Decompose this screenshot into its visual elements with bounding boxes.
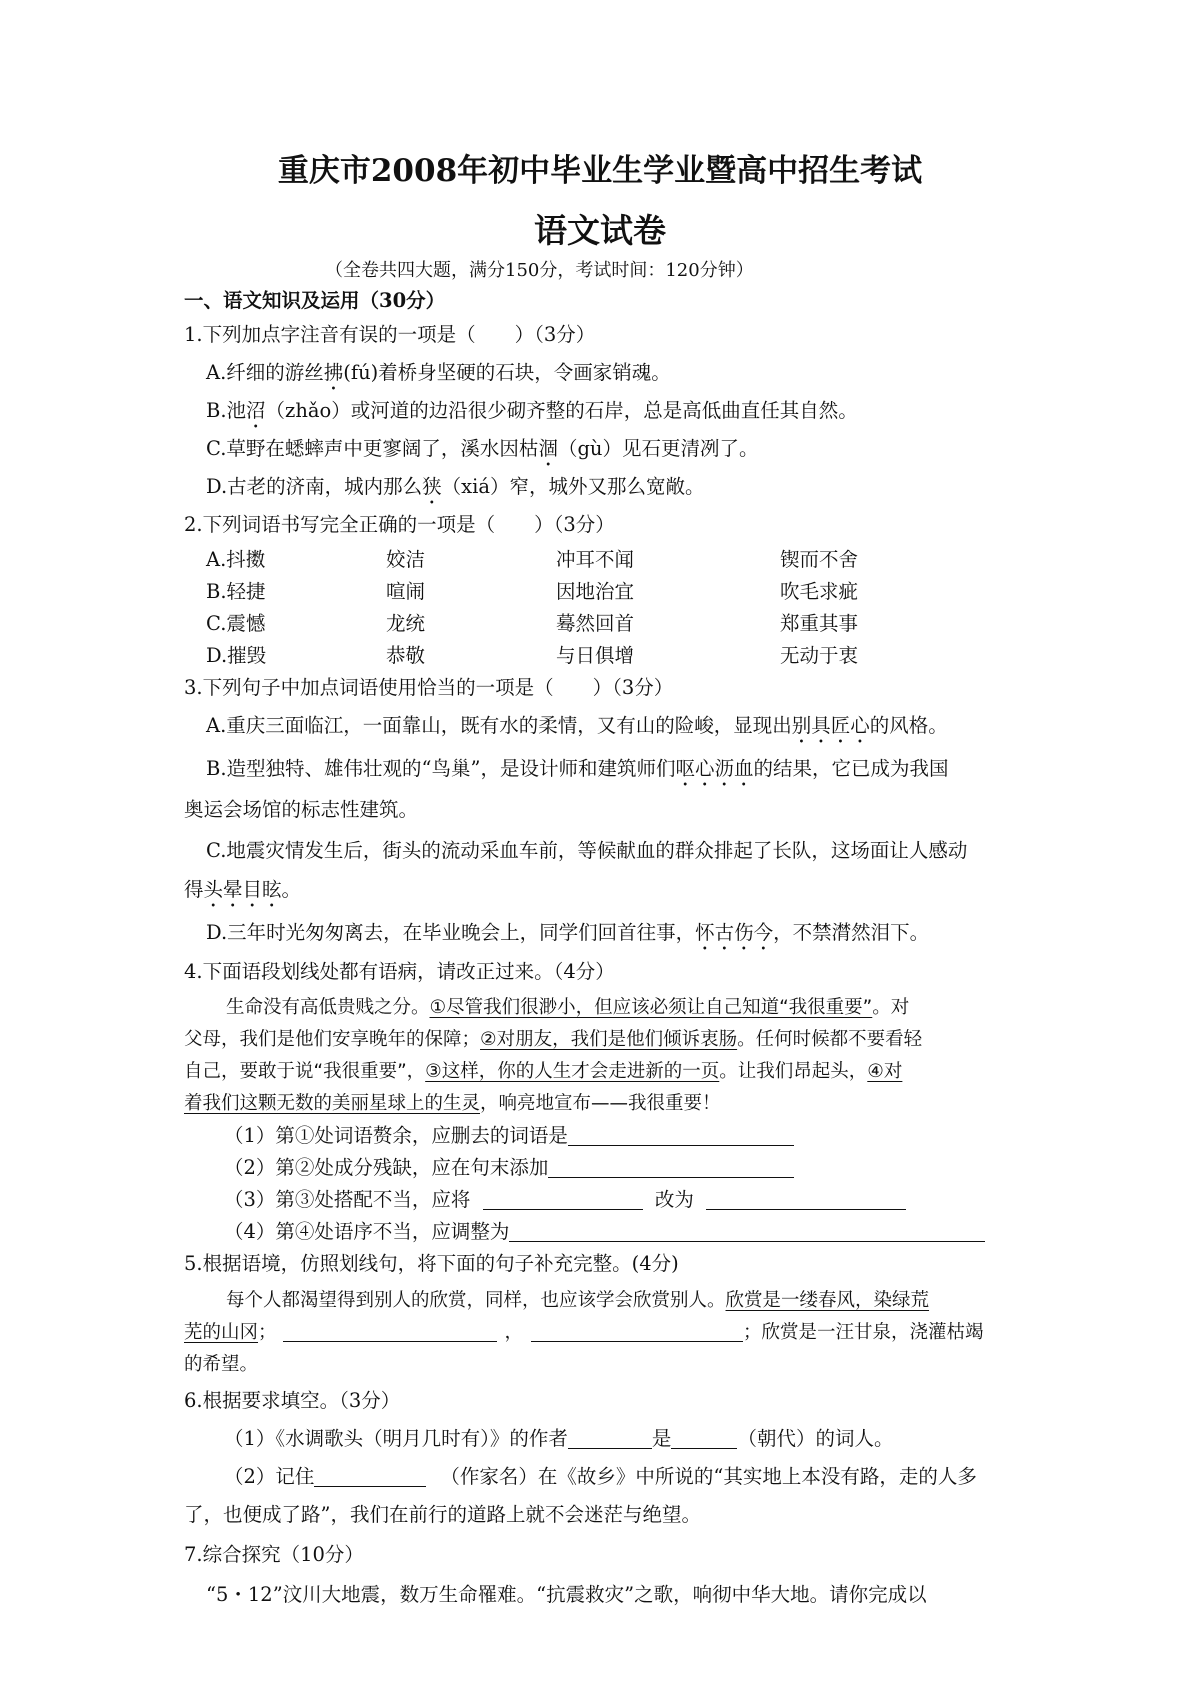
q1-option-a: A.纤细的游丝拂(fú)着桥身坚硬的石块，令画家销魂。 xyxy=(206,361,671,384)
q2-stem: 2.下列词语书写完全正确的一项是（ ）（3分） xyxy=(184,513,615,536)
answer-blank[interactable] xyxy=(509,1219,985,1242)
q5-passage-line: 芜的山冈； ， ；欣赏是一汪甘泉，浇灌枯竭 xyxy=(184,1318,984,1348)
q4-sub-4: （4）第④处语序不当，应调整为 xyxy=(224,1217,985,1247)
q2-cell: A.抖擞 xyxy=(206,548,266,571)
q2-cell: C.震憾 xyxy=(206,612,266,635)
answer-blank[interactable] xyxy=(568,1123,794,1146)
q1-option-d: D.古老的济南，城内那么狭（xiá）窄，城外又那么宽敞。 xyxy=(206,475,705,498)
answer-blank[interactable] xyxy=(568,1426,652,1449)
q4-passage-line: 着我们这颗无数的美丽星球上的生灵，响亮地宣布——我很重要！ xyxy=(184,1093,721,1114)
q3-option-b-cont: 奥运会场馆的标志性建筑。 xyxy=(184,798,419,821)
q2-cell: 吹毛求疵 xyxy=(780,580,859,603)
q2-cell: 无动于衷 xyxy=(780,644,859,667)
q2-cell: 龙统 xyxy=(386,612,426,635)
exam-info: （全卷共四大题，满分150分，考试时间：120分钟） xyxy=(325,260,754,281)
q2-cell: 郑重其事 xyxy=(780,612,859,635)
answer-blank[interactable] xyxy=(706,1187,906,1210)
q2-cell: 冲耳不闻 xyxy=(556,548,635,571)
q4-stem: 4.下面语段划线处都有语病，请改正过来。（4分） xyxy=(184,960,615,983)
q6-item-2-cont: 了，也便成了路”，我们在前行的道路上就不会迷茫与绝望。 xyxy=(184,1503,701,1526)
q2-cell: 恭敬 xyxy=(386,644,426,667)
answer-blank[interactable] xyxy=(483,1187,643,1210)
q5-passage-line: 每个人都渴望得到别人的欣赏，同样，也应该学会欣赏别人。欣赏是一缕春风，染绿荒 xyxy=(226,1290,930,1311)
q2-cell: 姣洁 xyxy=(386,548,426,571)
q5-stem: 5.根据语境，仿照划线句，将下面的句子补充完整。(4分) xyxy=(184,1252,679,1275)
q3-stem: 3.下列句子中加点词语使用恰当的一项是（ ）（3分） xyxy=(184,676,674,699)
q2-cell: 喧闹 xyxy=(386,580,426,603)
q1-stem: 1.下列加点字注音有误的一项是（ ）（3分） xyxy=(184,323,596,346)
q2-cell: 与日俱增 xyxy=(556,644,635,667)
q3-option-b: B.造型独特、雄伟壮观的“鸟巢”，是设计师和建筑师们呕心沥血的结果，它已成为我国 xyxy=(206,757,949,780)
q2-cell: B.轻捷 xyxy=(206,580,266,603)
q3-option-d: D.三年时光匆匆离去，在毕业晚会上，同学们回首往事，怀古伤今，不禁潸然泪下。 xyxy=(206,921,930,944)
q2-cell: D.摧毁 xyxy=(206,644,267,667)
q6-item-1: （1）《水调歌头（明月几时有）》的作者 是 （朝代）的词人。 xyxy=(224,1427,894,1450)
answer-blank[interactable] xyxy=(531,1319,743,1342)
q3-option-c: C.地震灾情发生后，街头的流动采血车前，等候献血的群众排起了长队，这场面让人感动 xyxy=(206,839,968,862)
q2-cell: 因地治宜 xyxy=(556,580,635,603)
q6-stem: 6.根据要求填空。（3分） xyxy=(184,1389,401,1412)
q3-option-c-cont: 得头晕目眩。 xyxy=(184,878,302,901)
q3-option-a: A.重庆三面临江，一面靠山，既有水的柔情，又有山的险峻，显现出别具匠心的风格。 xyxy=(206,714,948,737)
q6-item-2: （2）记住 （作家名）在《故乡》中所说的“其实地上本没有路，走的人多 xyxy=(224,1465,977,1488)
q4-passage-line: 生命没有高低贵贱之分。①尽管我们很渺小，但应该必须让自己知道“我很重要”。对 xyxy=(226,997,910,1018)
q2-cell: 锲而不舍 xyxy=(780,548,859,571)
q4-passage-line: 自己，要敢于说“我很重要”，③这样，你的人生才会走进新的一页。让我们昂起头，④对 xyxy=(184,1061,903,1082)
section-heading: 一、语文知识及运用（30分） xyxy=(184,289,446,312)
q1-option-c: C.草野在蟋蟀声中更寥阔了，溪水因枯涸（gù）见石更清冽了。 xyxy=(206,437,759,460)
q7-stem: 7.综合探究（10分） xyxy=(184,1543,364,1566)
answer-blank[interactable] xyxy=(314,1464,426,1487)
q4-passage-line: 父母，我们是他们安享晚年的保障；②对朋友，我们是他们倾诉衷肠。任何时候都不要看轻 xyxy=(184,1029,923,1050)
exam-subtitle: 语文试卷 xyxy=(534,211,666,250)
answer-blank[interactable] xyxy=(671,1426,737,1449)
answer-blank[interactable] xyxy=(283,1319,497,1342)
q5-passage-line: 的希望。 xyxy=(184,1354,259,1375)
q2-cell: 蓦然回首 xyxy=(556,612,635,635)
q7-intro: “5・12”汶川大地震，数万生命罹难。“抗震救灾”之歌，响彻中华大地。请你完成以 xyxy=(206,1583,927,1606)
q4-sub-3: （3）第③处搭配不当，应将 改为 xyxy=(224,1185,906,1215)
answer-blank[interactable] xyxy=(548,1155,794,1178)
q1-option-b: B.池沼（zhǎo）或河道的边沿很少砌齐整的石岸，总是高低曲直任其自然。 xyxy=(206,399,858,422)
exam-title: 重庆市2008年初中毕业生学业暨高中招生考试 xyxy=(277,153,923,189)
q4-sub-2: （2）第②处成分残缺，应在句末添加 xyxy=(224,1153,794,1183)
q4-sub-1: （1）第①处词语赘余，应删去的词语是 xyxy=(224,1121,794,1151)
